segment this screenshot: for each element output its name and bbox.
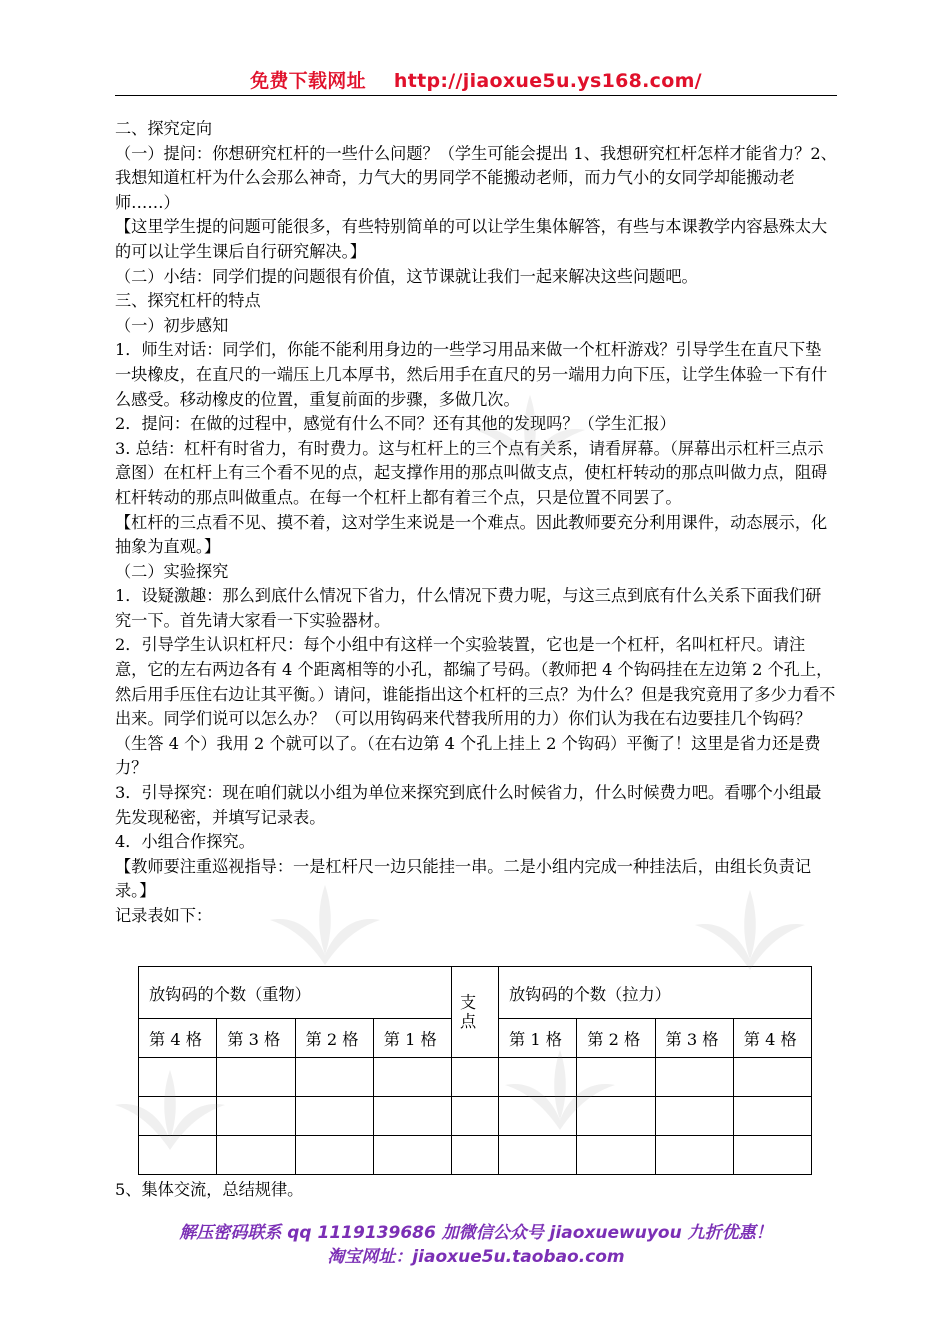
table-cell[interactable] [499, 1136, 577, 1175]
paragraph: 4．小组合作探究。 [115, 832, 255, 852]
table-cell[interactable] [655, 1136, 733, 1175]
footer-contact: 解压密码联系 qq 1119139686 加微信公众号 jiaoxuewuyou 九折优惠！ [179, 1223, 773, 1243]
column-header: 第 3 格 [655, 1019, 733, 1058]
column-header: 第 2 格 [295, 1019, 373, 1058]
table-cell[interactable] [733, 1058, 811, 1097]
paragraph: 3. 总结：杠杆有时省力，有时费力。这与杠杆上的三个点有关系，请看屏幕。（屏幕出示杠杆三点示意图）在杠杆上有三个看不见的点，起支撑作用的那点叫做支点，使杠杆转动的那点叫做力点，阻碍杠杆转动的那点叫做重点。在每一个杠杆上都有着三个点，只是位置不同罢了。 [115, 438, 828, 507]
table-cell[interactable] [295, 1058, 373, 1097]
table-cell[interactable] [452, 1058, 499, 1097]
paragraph: 【这里学生提的问题可能很多，有些特别简单的可以让学生集体解答，有些与本课教学内容悬殊太大的可以让学生课后自行研究解决。】 [115, 217, 828, 261]
watermark-logo-icon [690, 880, 810, 980]
closing-step: 5、集体交流，总结规律。 [115, 1180, 304, 1199]
paragraph: 1．设疑激趣：那么到底什么情况下省力，什么情况下费力呢，与这三点到底有什么关系下面我们研究一下。首先请大家看一下实验器材。 [115, 586, 822, 630]
subsection-heading: （一）初步感知 [115, 315, 229, 335]
pivot-header [452, 967, 499, 1058]
paragraph: 2．引导学生认识杠杆尺：每个小组中有这样一个实验装置，它也是一个杠杆，名叫杠杆尺。请注意，它的左右两边各有 4 个距离相等的小孔，都编了号码。（教师把 4 个钩码挂在左边第 2 个孔上，然后用手压住右边让其平衡。）请问，谁能指出这个杠杆的三点？为什么？但是我究竟用了多少力看不出来。同学们说可以怎么办？（可以用钩码来代替我所用的力）你们认为我在右边要挂几个钩码？（生答 4 个）我用 2 个就可以了。（在右边第 4 个孔上挂上 2 个钩码）平衡了！这里是省力还是费力？ [115, 635, 836, 778]
table-cell[interactable] [452, 1136, 499, 1175]
watermark-logo-icon [500, 1040, 620, 1140]
paragraph: 【教师要注重巡视指导：一是杠杆尺一边只能挂一串。二是小组内完成一种挂法后，由组长负责记录。】 [115, 856, 812, 901]
table-cell[interactable] [733, 1097, 811, 1136]
paragraph: 【杠杆的三点看不见、摸不着，这对学生来说是一个难点。因此教师要充分利用课件，动态展示，化抽象为直观。】 [115, 512, 828, 557]
table-cell[interactable] [452, 1097, 499, 1136]
pivot-header-text: 支点 [460, 993, 477, 1031]
header-url[interactable]: http://jiaoxue5u.ys168.com/ [393, 70, 702, 92]
table-cell[interactable] [655, 1058, 733, 1097]
footer-shop-url[interactable]: 淘宝网址：jiaoxue5u.taobao.com [327, 1247, 625, 1267]
section-heading: 二、探究定向 [115, 119, 213, 138]
header-label: 免费下载网址 [250, 70, 366, 92]
record-table [138, 966, 812, 1175]
column-header: 第 2 格 [577, 1019, 655, 1058]
paragraph: 2．提问：在做的过程中，感觉有什么不同？还有其他的发现吗？（学生汇报） [115, 414, 676, 434]
table-cell[interactable] [295, 1136, 373, 1175]
table-cell[interactable] [733, 1136, 811, 1175]
table-row [139, 1097, 812, 1136]
table-cell[interactable] [577, 1136, 655, 1175]
page-header [115, 66, 837, 93]
paragraph: （一）提问：你想研究杠杆的一些什么问题？（学生可能会提出 1、我想研究杠杆怎样才能省力？2、我想知道杠杆为什么会那么神奇，力气大的男同学不能搬动老师，而力气小的女同学却能搬动老师……） [115, 143, 837, 212]
column-header: 第 1 格 [499, 1019, 577, 1058]
subsection-heading: （二）实验探究 [115, 561, 229, 581]
paragraph: （二）小结：同学们提的问题很有价值，这节课就让我们一起来解决这些问题吧。 [115, 266, 698, 286]
table-cell[interactable] [373, 1058, 451, 1097]
section-heading: 三、探究杠杆的特点 [115, 291, 261, 311]
paragraph: 3．引导探究：现在咱们就以小组为单位来探究到底什么时候省力，什么时候费力吧。看哪个小组最先发现秘密，并填写记录表。 [115, 783, 822, 827]
paragraph: 记录表如下： [115, 906, 213, 925]
right-group-header: 放钩码的个数（拉力） [499, 967, 812, 1019]
table-cell[interactable] [373, 1097, 451, 1136]
column-header: 第 3 格 [217, 1019, 295, 1058]
table-row [139, 1058, 812, 1097]
column-header: 第 4 格 [733, 1019, 811, 1058]
watermark-logo-icon [110, 1060, 230, 1160]
left-group-header: 放钩码的个数（重物） [139, 967, 452, 1019]
watermark-logo-icon [265, 875, 385, 975]
column-header: 第 4 格 [139, 1019, 217, 1058]
column-header: 第 1 格 [373, 1019, 451, 1058]
table-row [139, 1136, 812, 1175]
table-cell[interactable] [295, 1097, 373, 1136]
paragraph: 1．师生对话：同学们，你能不能利用身边的一些学习用品来做一个杠杆游戏？引导学生在直尺下垫一块橡皮，在直尺的一端压上几本厚书，然后用手在直尺的另一端用力向下压，让学生体验一下有什么感受。移动橡皮的位置，重复前面的步骤，多做几次。 [115, 340, 828, 409]
watermark-logo-icon [470, 385, 590, 485]
header-divider [115, 95, 837, 96]
table-cell[interactable] [373, 1136, 451, 1175]
document-body [115, 117, 837, 929]
table-cell[interactable] [655, 1097, 733, 1136]
